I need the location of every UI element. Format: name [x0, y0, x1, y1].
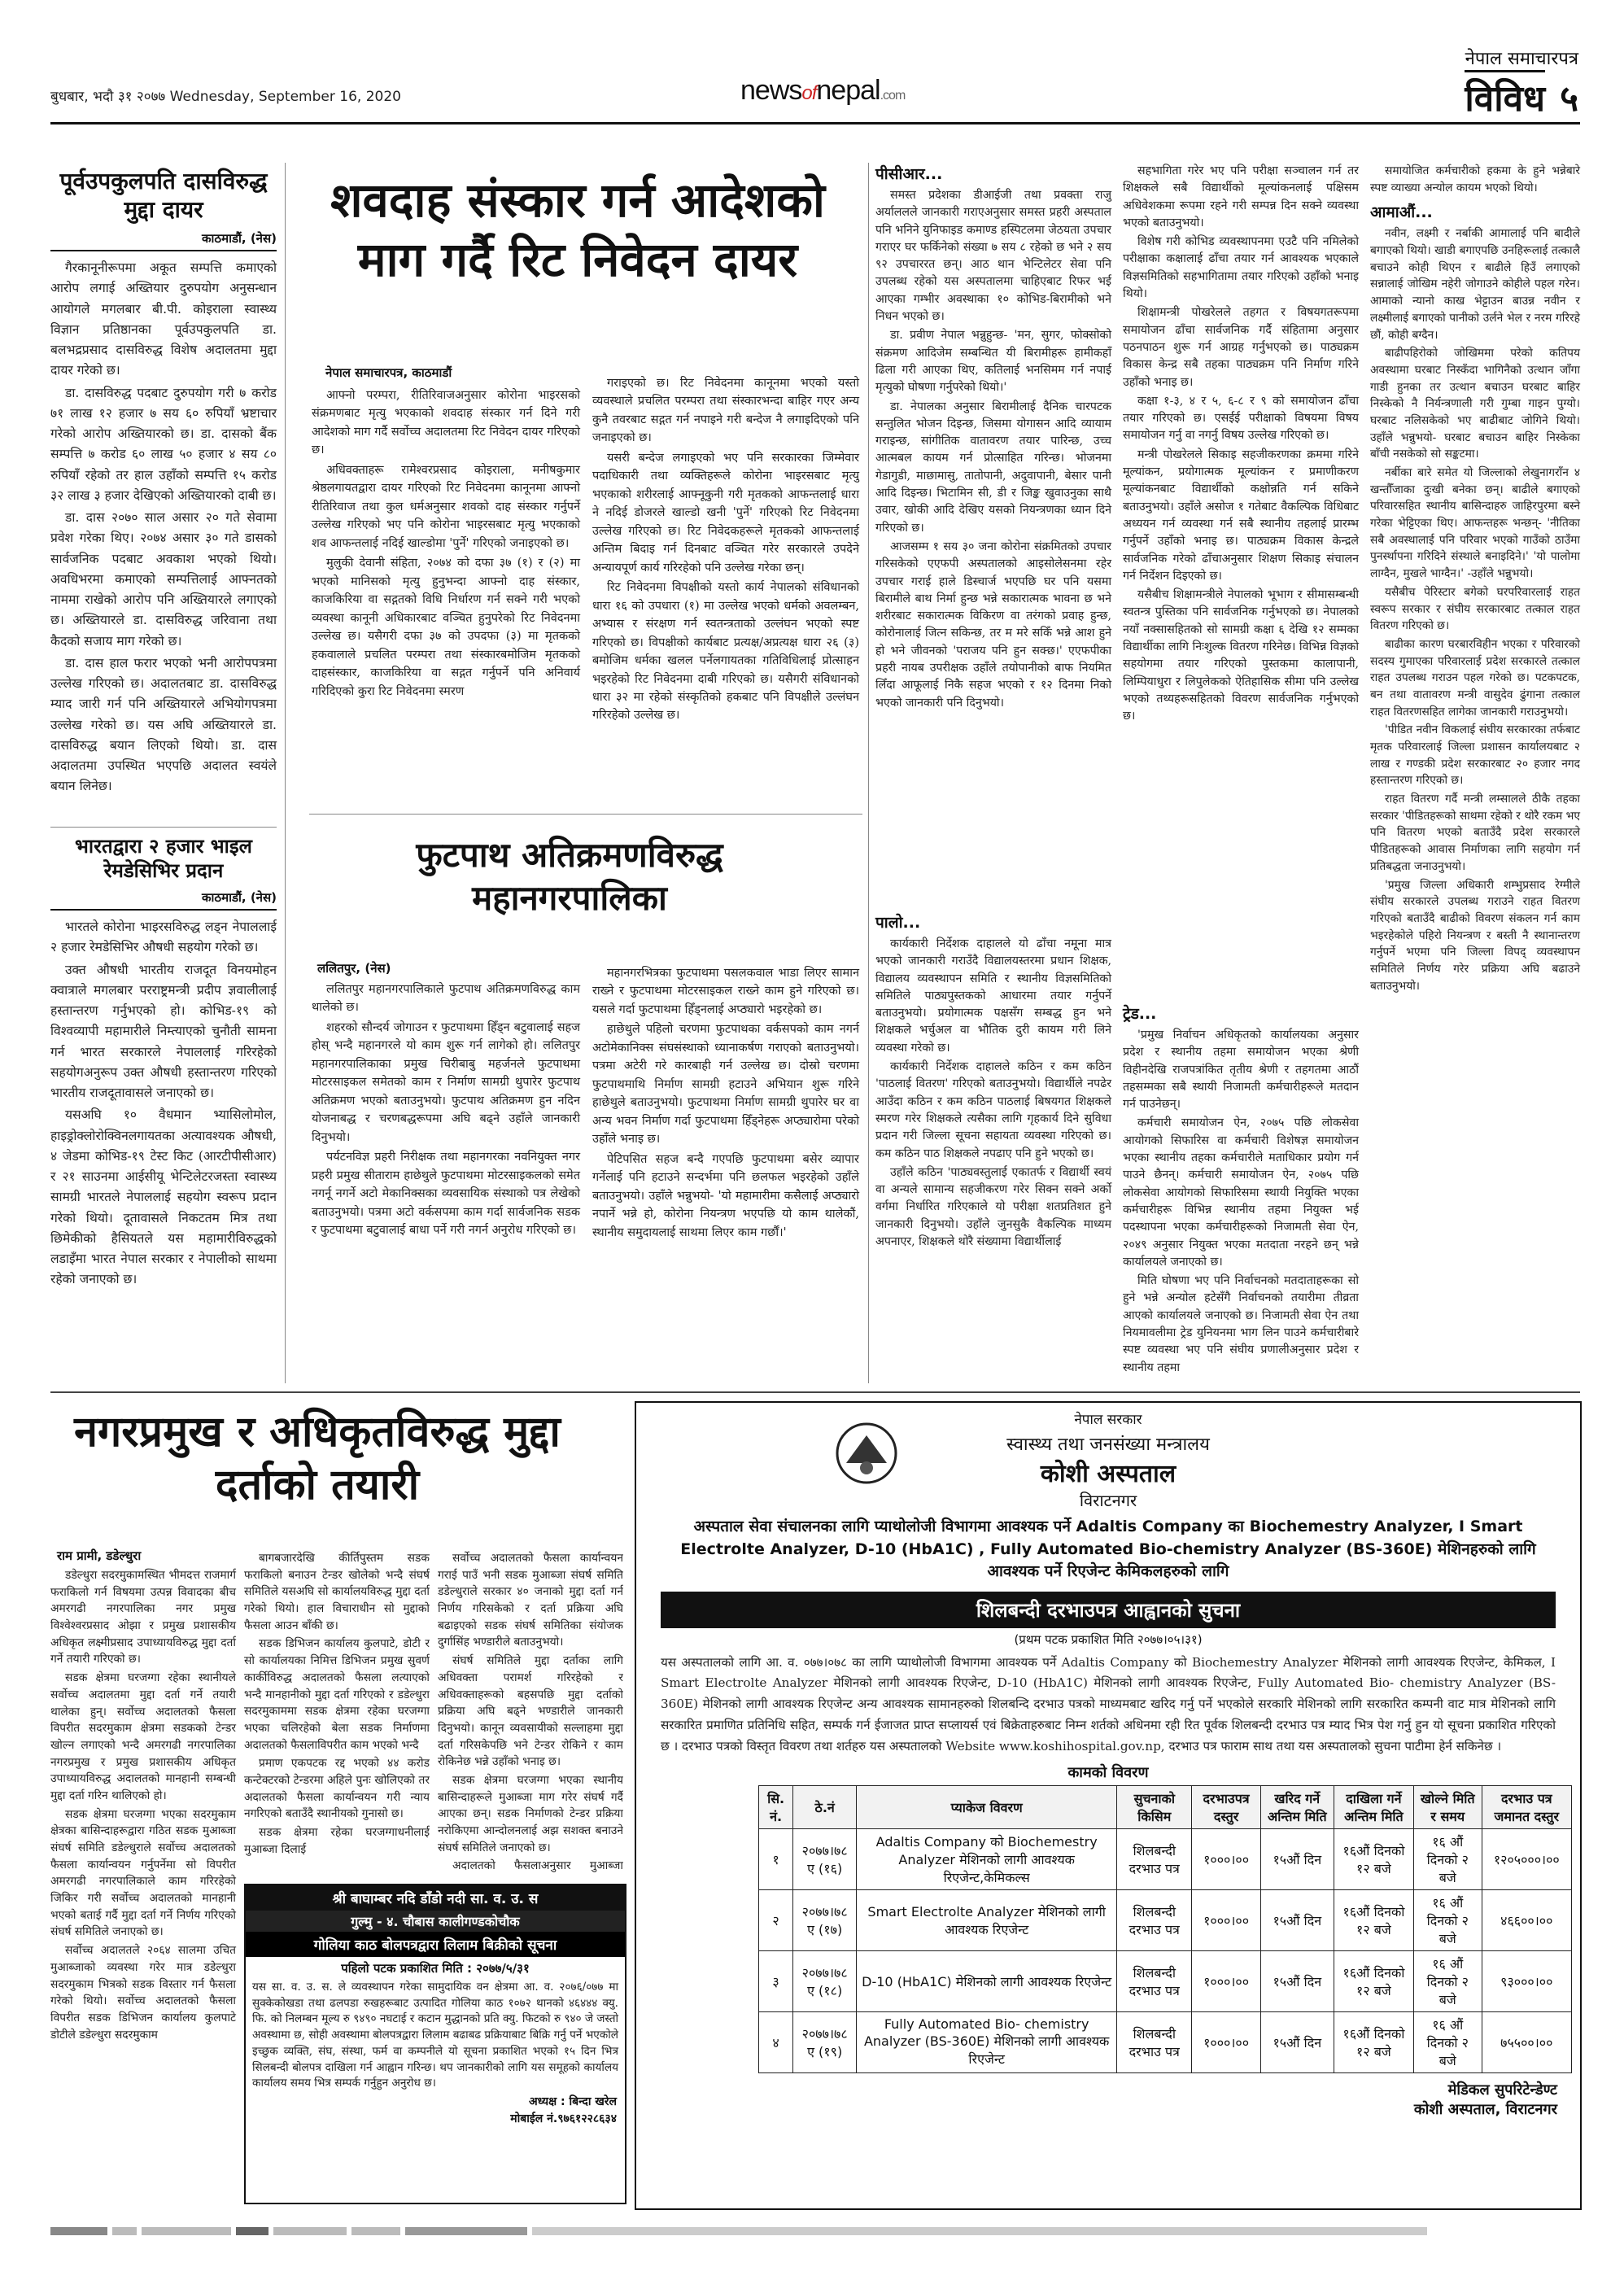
logo-news: news [740, 75, 802, 106]
forest-auction-notice [244, 1884, 626, 2204]
paragraph: डडेल्धुरा सदरमुकामस्थित भीमदत्त राजमार्ग फराकिलो गर्न विषयमा उत्पन्न विवादका बीच अमरगढी नगरपालिका नगर प्रमुख विश्वेश्वरप्रसाद ओझा र प्रमुख प्रशासकीय अधिकृत लक्ष्मीप्रसाद उपाध्यायविरुद्ध मुद्दा दर्ता गर्ने तयारी गरिएको छ। [50, 1569, 236, 1666]
paragraph: सर्वोच्च अदालतको फैसला कार्यान्वयन गराई पाउँ भनी सडक मुआब्जा संघर्ष समिति डडेल्धुराले सरकार ४० जनाको मुद्दा दर्ता गर्न निर्णय गरिसकेको र दर्ता प्रक्रिया अघि बढाइएको सडक संघर्ष समितिका संयोजक दुर्गासिंह भण्डारीले बताउनुभयो। [438, 1552, 623, 1649]
brief-headline: भारतद्वारा २ हजार भाइल रेमडेसिभिर प्रदान [75, 835, 252, 882]
page-number: ५ [1560, 78, 1578, 120]
signer-title: मेडिकल सुपरिटेन्डेण्ट [1447, 2081, 1557, 2099]
paragraph: कर्मचारी समायोजन ऐन, २०७५ पछि लोकसेवा आयोगको सिफारिस वा कर्मचारी विशेषज्ञ समायोजन भएका स्थानीय तहका कर्मचारीले मताधिकार प्रयोग गर्न पाउने छैनन्। कर्मचारी समायोजन ऐन, २०७५ पछि लोकसेवा आयोगको सिफारिसमा स्थायी नियुक्ति भएका कर्मचारीहरू विभिन्न स्थानीय तहमा नियुक्त भई पदस्थापना भएका कर्मचारीहरूको निजामती सेवा ऐन, २०४९ अनुसार नियुक्त भएका मतदाता नरहने छन् भन्ने कार्यालयले जनाएको छ। [1123, 1116, 1359, 1269]
table-cell: १२०५०००।०० [1482, 1828, 1571, 1889]
forest-address: गुल्मु - ४. चौबास कालीगण्डकोचौक [246, 1911, 625, 1932]
paragraph: शहरको सौन्दर्य जोगाउन र फुटपाथमा हिँड्न बटुवालाई सहज होस् भन्दै महानगरले यो काम शुरू गर्न लागेको हो। ललितपुर महानगरपालिकाका प्रमुख चिरीबाबु महर्जनले फुटपाथमा मोटरसाइकल समेतको काम र निर्माण सामग्री थुपारेर फुटपाथ अतिक्रमण भएको बताउनुभयो। फुटपाथ अतिक्रमण हुन नदिन योजनाबद्ध र चरणबद्धरूपमा अघि बढ्ने उहाँले जानकारी दिनुभयो। [312, 1020, 580, 1144]
newspaper-logo[interactable] [740, 75, 905, 107]
trade-kicker: ट्रेड... [1123, 1005, 1157, 1023]
table-cell: १०००।०० [1192, 1889, 1260, 1950]
logo-of: of [801, 82, 817, 104]
brief-dateline: काठमाडौं, (नेस) [50, 889, 277, 911]
pcr-kicker: पीसीआर... [875, 165, 943, 183]
column-header: दाखिला गर्ने अन्तिम मिति [1334, 1785, 1413, 1828]
hospital-tender-notice [635, 1401, 1582, 2210]
pcr-body [875, 187, 1111, 712]
pcr-story [875, 163, 1111, 714]
table-cell: शिलबन्दी दरभाउ पत्र [1117, 1828, 1192, 1889]
divider [309, 814, 862, 815]
footpath-dateline: ललितपुर, (नेस) [317, 961, 391, 976]
cremation-dateline: नेपाल समाचारपत्र, काठमाडौं [325, 365, 452, 380]
education-continuation [1123, 163, 1359, 727]
forest-signer: अध्यक्ष : बिन्दा खरेल [528, 2094, 617, 2108]
paragraph: सडक क्षेत्रमा घरजग्गा भएका स्थानीय बासिन्दाहरूले मुआब्जा माग गरेर संघर्ष गर्दै आएका छन्। सडक निर्माणको टेन्डर प्रक्रिया नरोकिएमा आन्दोलनलाई अझ सशक्त बनाउने संघर्ष समितिले जनाएको छ। [438, 1773, 623, 1854]
table-cell: ९३०००।०० [1482, 1950, 1571, 2011]
ministry-label: स्वास्थ्य तथा जनसंख्या मन्त्रालय [1006, 1435, 1210, 1455]
table-row [759, 2011, 1572, 2072]
table-cell: १०००।०० [1192, 2011, 1260, 2072]
column-header: सि. नं. [759, 1785, 793, 1828]
table-title: कामको विवरण [1067, 1763, 1149, 1781]
col6-body [1370, 225, 1580, 994]
table-cell: D-10 (HbA1C) मेशिनको लागी आवश्यक रिएजेन्ट [857, 1950, 1117, 2011]
col5-body [1123, 163, 1359, 726]
table-cell: १ [759, 1828, 793, 1889]
table-cell: १६ औं दिनको २ बजे [1413, 1889, 1482, 1950]
paragraph: डा. प्रवीण नेपाल भन्नुहुन्छ- 'मन, सुगर, फोक्सोको संक्रमण आदिजेम सम्बन्धित यी बिरामीहरू हामीकहाँ ढिला गरी आएका थिए, कतिलाई भनसिमम गर्न नपाई मृत्युको घोषणा गर्नुपरेको थियो।' [875, 329, 1111, 395]
footpath-headline: फुटपाथ अतिक्रमणविरुद्ध महानगरपालिका [416, 835, 723, 918]
paragraph: सर्वोच्च अदालतले २०६४ सालमा उचित मुआब्जाको व्यवस्था गरेर मात्र डडेल्धुरा सदरमुकाम भित्रको सडक विस्तार गर्न फैसला गरेको थियो। सर्वोच्च अदालतको फैसला विपरीत सडक डिभिजन कार्यालय कुलपाटे डोटीले डडेल्धुरा सदरमुकाम [50, 1944, 236, 2042]
paragraph: आजसम्म १ सय ३० जना कोरोना संक्रमितको उपचार गरिसकेको एएफपी अस्पतालको आइसोलेसनमा रहेर उपचार गराई हाले डिस्चार्ज भएपछि घर पनि यसमा बिरामीले बाथ निर्मा हुन्छ भन्ने सकारात्मक भावना छ भने शरीरबाट सकारात्मक विकिरण वा तरंगको प्रवाह हुन्छ, कोरोनालाई जित्न सकिन्छ, तर म मरे सकिँ भन्ने आश हुने हो भने जीवनको 'पराजय पनि हुन सक्छ।' एएफपीका प्रहरी नायब उपरीक्षक उहाँले तयोपानीको बाफ नियमित लिँदा आफूलाई निकै सहज भएको र १२ दिनमा निको भएको जानकारी पनि दिनुभयो। [875, 539, 1111, 710]
table-cell: Fully Automated Bio- chemistry Analyzer (BS-360E) मेशिनको लागी आवश्यक रिएजेन्ट [857, 2011, 1117, 2072]
paragraph: डा. नेपालका अनुसार बिरामीलाई दैनिक चारपटक सन्तुलित भोजन दिइन्छ, जिसमा योगासन आदि व्यायाम गराइन्छ, सांगीतिक वातावरण तयार पारिन्छ, उच्च आत्मबल कायम गर्न प्रोत्साहित गरिन्छ। भोजनमा गेडागुडी, माछामासु, तातोपानी, अदुवापानी, बेसार पानी आदि दिइन्छ। भिटामिन सी, डी र जिङ्क खुवाउनुका साथै उवार, खोकी आदि देखिए यसको नियन्त्रणका ध्यान दिने गरिएको छ। [875, 400, 1111, 535]
paalo-story [875, 911, 1111, 1252]
paragraph: उहाँले कठिन 'पाठ्यवस्तुलाई एकातर्फ र विद्यार्थी स्वयं वा अन्यले सामान्य सहजीकरण गरेर सिक्न सक्ने अर्को वर्गमा निर्धारित गरिएकाले यो परीक्षा शतप्रतिशत हुने जानकारी दिनुभयो। उहाँले जुनसुकै वैकल्पिक माध्यम अपनाएर, शिक्षकले थोरै संख्यामा विद्यार्थीलाई [875, 1165, 1111, 1249]
table-cell: १५औं दिन [1260, 1889, 1334, 1950]
table-cell: २०७७।७८ ए (१८) [793, 1950, 857, 2011]
col6-story [1370, 163, 1580, 996]
column-header: दरभाउपत्र दस्तुर [1192, 1785, 1260, 1828]
hospital-city: विराटनगर [1079, 1491, 1137, 1510]
brief-ex-vc [50, 167, 277, 799]
table-cell: २०७७।७८ ए (१७) [793, 1889, 857, 1950]
table-cell: १५औं दिन [1260, 1828, 1334, 1889]
table-cell: शिलबन्दी दरभाउ पत्र [1117, 1889, 1192, 1950]
forest-phone: मोबाईल नं.९७६१२२८६३४ [510, 2112, 617, 2125]
table-cell: १६औं दिनको १२ बजे [1334, 1889, 1413, 1950]
tender-table [758, 1785, 1572, 2073]
signer-org: कोशी अस्पताल, विराटनगर [1413, 2100, 1557, 2118]
paragraph: कार्यकारी निर्देशक दाहालले कठिन र कम कठिन 'पाठलाई वितरण' गरिएको बताउनुभयो। विद्यार्थीले नपढेर आउँदा कठिन र कम कठिन पाठलाई बिषयगत शिक्षकले स्मरण गरेर शिक्षकले त्यसैका लागि गृहकार्य दिने सुविधा प्रदान गरी जिल्ला सूचना सहायता व्यवस्था गरिएको छ। कम कठिन पाठ शिक्षकले नपढाए पनि हुने भएको छ। [875, 1060, 1111, 1160]
brief-body [50, 917, 277, 1291]
paragraph: यसअघि १० वैधमान भ्यासिलोमोल, हाइड्रोक्लोरोक्विनलगायतका अत्यावश्यक औषधी, ४ जेडमा कोभिड-१९ टेस्ट किट (आरटीपीसीआर) र २१ साउनमा आईसीयू भेन्टिलेटरजस्ता स्वास्थ्य सामग्री भारतले नेपाललाई सहयोग स्वरूप प्रदान गरेको थियो। दूतावासले निकटतम मित्र तथा छिमेकीको हैसियतले यस महामारीविरुद्धको लडाइँमा भारत नेपाल सरकार र नेपालीको साथमा रहेको जनाएको छ। [50, 1107, 277, 1287]
logo-com: .com [880, 89, 906, 103]
divider [50, 827, 277, 828]
paragraph: डा. दासविरुद्ध पदबाट दुरुपयोग गरी ७ करोड ७१ लाख १२ हजार ७ सय ६० रुपियाँ भ्रष्टाचार गरेको आरोप अख्तियारको छ। डा. दासको बैंक सम्पत्ति ७ करोड ६० लाख ५० हजार ४ सय ८० रुपियाँ रहेको तर हाल उहाँको सम्पत्ति १५ करोड ३२ लाख ३ हजार देखिएको अख्तियारको दाबी छ। [50, 385, 277, 503]
mayor-byline: राम प्रामी, डडेल्धुरा [57, 1548, 142, 1563]
table-cell: २०७७।७८ ए (१९) [793, 2011, 857, 2072]
paragraph: विशेष गरी कोभिड व्यवस्थापनमा एउटै पनि नमिलेको परीक्षाका कक्षालाई ढाँचा तयार गर्न आवश्यक भएकाले विज्ञसमितिको सहभागितामा तयार गरिएको उहाँको भनाइ थियो। [1123, 235, 1359, 301]
paragraph: गराइएको छ। रिट निवेदनमा कानूनमा भएको यस्तो व्यवस्थाले प्रचलित परम्परा तथा संस्कारभन्दा बाहिर गएर अन्य कुनै तवरबाट सद्गत गर्न नपाइने गरी बन्देज नै लगाइदिएको पनि जनाइएको छ। [592, 377, 859, 445]
table-cell: १६ औं दिनको २ बजे [1413, 1950, 1482, 2011]
table-cell: ३ [759, 1950, 793, 2011]
section-title: विविध [1465, 70, 1545, 121]
table-cell: १६औं दिनको १२ बजे [1334, 1950, 1413, 2011]
paragraph: मन्त्री पोखरेलले सिकाइ सहजीकरणका क्रममा गरिने मूल्यांकन, प्रयोगात्मक मूल्यांकन र प्रमाणीकरण मूल्यांकनबाट विद्यार्थीको कक्षोन्नति गर्न सकिने बताउनुभयो। उहाँले असोज १ गतेबाट वैकल्पिक विधिबाट अध्ययन गर्न व्यवस्था गर्न सबै स्थानीय तहलाई प्रारम्भ गर्नुपर्ने उहाँको भनाइ छ। पाठ्यक्रम विकास केन्द्रले सार्वजनिक गरेको ढाँचाअनुसार शिक्षण सिकाइ संचालन गर्न निर्देशन दिइएको छ। [1123, 448, 1359, 583]
paragraph: गैरकानूनीरूपमा अकूत सम्पत्ति कमाएको आरोप लगाई अख्तियार दुरुपयोग अनुसन्धान आयोगले मगलबार बी.पी. कोइराला स्वास्थ्य विज्ञान प्रतिष्ठानका पूर्वउपकुलपति डा. बलभद्रप्रसाद दासविरुद्ध विशेष अदालतमा मुद्दा दायर गरेको छ। [50, 260, 277, 378]
column-header: खोल्ने मिति र समय [1413, 1785, 1482, 1828]
paragraph: 'प्रमुख जिल्ला अधिकारी शम्भुप्रसाद रेग्मीले संघीय सरकारले उपलब्ध गराउने राहत वितरण गरिएको बताउँदै बाढीको विवरण संकलन गर्न काम भइरहेकोले पहिरो नियन्त्रण र बस्ती नै स्थानान्तरण गर्नुपर्ने भएमा पनि जिल्ला विपद् व्यवस्थापन समितिले निर्णय गरेर प्रक्रिया अघि बढाउने बताउनुभयो। [1370, 878, 1580, 993]
paragraph: आफ्नो परम्परा, रीतिरिवाजअनुसार कोरोना भाइरसको संक्रमणबाट मृत्यु भएकाको शवदाह संस्कार गर्न दिने गरी आदेशको माग गर्दै सर्वोच्च अदालतमा रिट निवेदन दायर गरिएको छ। [312, 389, 580, 457]
mayor-headline: नगरप्रमुख र अधिकृतविरुद्ध मुद्दा दर्ताको तयारी [74, 1408, 561, 1509]
paragraph: उक्त औषधी भारतीय राजदूत विनयमोहन क्वात्राले मगलबार परराष्ट्रमन्त्री प्रदीप ज्ञवालीलाई हस्तान्तरण गर्नुभएको हो। कोभिड-१९ को विश्वव्यापी महामारीले निम्त्याएको चुनौती सामना गर्न भारत सरकारले नेपाललाई गरिरहेको सहयोगअनुरूप उक्त औषधी हस्तान्तरण गरिएको भारतीय राजदूतावासले जनाएको छ। [50, 962, 277, 1100]
brand-name: नेपाल समाचारपत्र [1465, 49, 1578, 69]
section-header [1383, 46, 1578, 121]
section-divider [50, 1391, 1580, 1393]
table-cell: शिलबन्दी दरभाउ पत्र [1117, 2011, 1192, 2072]
mayor-col2 [244, 1550, 430, 1876]
hospital-name: कोशी अस्पताल [1040, 1460, 1177, 1488]
nepal-emblem-icon [830, 1421, 903, 1486]
forest-date: पहिलो पटक प्रकाशित मिति : २०७७/५/३१ [341, 1961, 530, 1976]
paragraph: सहभागिता गरेर भए पनि परीक्षा सञ्चालन गर्न तर शिक्षकले सबै विद्यार्थीको मूल्यांकनलाई पक्षिसम अधिवेशकमा रूपमा रहने गरी सम्पन्न दिन सक्ने व्यवस्था भएको बताउनुभयो। [1123, 164, 1359, 229]
footpath-col2 [592, 964, 859, 1243]
gov-label: नेपाल सरकार [1074, 1412, 1142, 1428]
tender-body: यस अस्पतालको लागि आ. व. ०७७।०७८ का लागि प्याथोलोजी विभागमा आवश्यक पर्ने Adaltis Company को Biochemestry Analyzer मेशिनको लागी आवश्यक रिएजेन्ट, केमिकल, I Smart Electrolte Analyzer मेशिनको लागी आवश्यक रिएजेन्ट, D-10 (HbA1C) मेशिनको लागी आवश्यक रिएजेन्ट, Fully Automated Bio- chemistry Analyzer (BS-360E) मेशिनको लागी आवश्यक रिएजेन्ट अन्य आवश्यक सामानहरुको शिलबन्दि दरभाउ पत्रको माध्यमबाट खरिद गर्नु पर्ने भएकोले सरकारि मेशिनको लागि सरकारित कम्पनी वाट मात्र मेशिनको लागि सरकारित प्रमाणित प्रतिनिधि सहित, सम्पर्क गर्न ईजाजत प्राप्त सप्लायर्स एवं बिक्रेताहरुबाट निम्न शर्तको अधिनमा रही रित पूर्वक शिलबन्दी दरभाउ पत्र म्याद भित्र पेश गर्नु हुन यो सूचना प्रकाशित गरिएको छ । दरभाउ पत्रको विस्तृत विवरण तथा शर्तहरु यस अस्पतालको Website www.koshihospital.gov.np, दरभाउ पत्र फाराम साथ तथा यस अस्पतालको सुचना पाटीमा हेर्न सकिनेछ । [661, 1654, 1556, 1754]
paragraph: कक्षा १-३, ४ र ५, ६-८ र ९ को समायोजन ढाँचा तयार गरिएको छ। एसईई परीक्षाको विषयमा विषय समायोजन गर्नु वा नगर्नु विषय उल्लेख गरिएको छ। [1123, 394, 1359, 443]
paragraph: सडक क्षेत्रमा रहेका घरजग्गाधनीलाई मुआब्जा दिलाई [244, 1826, 430, 1856]
paragraph: नर्बीका बारे समेत यो जिल्लाको लेखुनागराँन ४ खन्तौँजाका दुःखी बनेका छन्। बाढीले बगाएको परिवारसहित स्थानीय बासिन्दाहरु जाहिरपुरमा बस्ने गरेका भेट्टिएका थिए। आफन्तहरू भन्छन्- 'नीतिका सबै अवस्थालाई पनि परिवार भएको गाउँको ठाउँमा पुनर्स्थापना गरिदिने संस्थाले बनाइदिने।' 'यो पालोमा लाग्दैन, मुखले भाग्दैन।' -उहाँले भन्नुभयो। [1370, 466, 1580, 581]
brief-dateline: काठमाडौं, (नेस) [50, 230, 277, 251]
table-row [759, 1950, 1572, 2011]
cremation-col2 [592, 374, 859, 727]
cremation-col1 [312, 387, 580, 702]
table-header-row [759, 1785, 1572, 1828]
table-cell: १५औं दिन [1260, 2011, 1334, 2072]
mothers-kicker: आमाऔं... [1370, 203, 1433, 222]
paragraph: राहत वितरण गर्दै मन्त्री लम्सालले ठीकै तहका सरकार 'पीडितहरूको साथमा रहेको र थोरै रकम भए पनि वितरण भएको बताउँदै प्रदेश सरकारले पीडितहरूको आवास निर्माणका लागि सहयोग गर्न प्रतिबद्धता जनाउनुभयो। [1370, 793, 1580, 873]
paragraph: सडक क्षेत्रमा घरजग्गा भएका सदरमुकाम क्षेत्रका बासिन्दाहरूद्वारा गठित सडक मुआब्जा संघर्ष समिति डडेल्धुराले सर्वोच्च अदालतको फैसला कार्यान्वयन गर्नुपर्नेमा सो विपरीत अमरगढी नगरपालिकाले काम गरिरहेको जिकिर गरी सर्वोच्च अदालतको मानहानी भएको बताई गर्दै मुद्दा दर्ता गर्ने निर्णय गरिएको संघर्ष समितिले जनाएको छ। [50, 1807, 236, 1939]
trade-story [1123, 1002, 1359, 1378]
table-cell: १५औं दिन [1260, 1950, 1334, 2011]
paragraph: 'प्रमुख निर्वाचन अधिकृतको कार्यालयका अनुसार प्रदेश र स्थानीय तहमा समायोजन भएका श्रेणी विहीनदेखि राजपत्रांकित तृतीय श्रेणी र तहगतमा आठौं तहसम्मका सबै स्थायी निजामती कर्मचारीहरूले मतदान गर्न पाउनेछन्। [1123, 1029, 1359, 1112]
table-cell: २ [759, 1889, 793, 1950]
trade-body [1123, 1027, 1359, 1377]
paragraph: सडक डिभिजन कार्यालय कुलपाटे, डोटी र सो कार्यालयका निमित्त डिभिजन प्रमुख सुवर्ण कार्कीविरुद्ध अदालतको फैसला लत्याएको भन्दै मानहानीको मुद्दा दर्ता गरिएको र डडेल्धुरा सदरमुकाममा सडक क्षेत्रमा रहेका घरजग्गा भएका चलिरहेको बेला सडक निर्माणमा अदालतको फैसलाविपरीत काम भएको भन्दै [244, 1637, 430, 1752]
paragraph: मुलुकी देवानी संहिता, २०७४ को दफा ३७ (१) र (२) मा भएको मानिसको मृत्यु हुनुभन्दा आफ्नो दाह संस्कार, काजकिरिया वा सद्गतको विधि निर्धारण गर्न सक्ने गरी भएको व्यवस्था कानूनी अधिकारबाट वञ्चित हुनुपरेको रिट निवेदनमा उल्लेख छ। यसैगरी दफा ३७ को उपदफा (३) मा मृतकको हकवालाले प्रचलित परम्परा तथा संस्कारबमोजिम मृतकको दाहसंस्कार, काजकिरिया वा सद्गत गर्नुपर्ने पनि अनिवार्य गरिदिएको कुरा रिट निवेदनमा स्मरण [312, 557, 580, 698]
paragraph: डा. दास २०७० साल असार २० गते सेवामा प्रवेश गरेका थिए। २०७४ असार ३० गते डासको सार्वजनिक पदबाट अवकाश भएको थियो। अवधिभरमा कमाएको सम्पत्तिलाई आफ्नतको नाममा राखेको आरोप पनि अख्तियारले लगाएको छ। अख्तियारले डा. दासविरुद्ध जरिवाना तथा कैदको सजाय माग गरेको छ। [50, 510, 277, 649]
column-header: प्याकेज विवरण [857, 1785, 1117, 1828]
table-cell: १०००।०० [1192, 1950, 1260, 2011]
paragraph: अदालतको फैसलाअनुसार मुआब्जा [452, 1859, 623, 1873]
column-header: दरभाउ पत्र जमानत दस्तुर [1482, 1785, 1571, 1828]
table-cell: १६ औं दिनको २ बजे [1413, 2011, 1482, 2072]
paragraph: डा. दास हाल फरार भएको भनी आरोपपत्रमा उल्लेख गरिएको छ। अदालतबाट डा. दासविरुद्ध म्याद जारी गर्न पनि अख्तियारले अभियोगपत्रमा उल्लेख गरेको छ। यस अघि अख्तियारले डा. दासविरुद्ध बयान लिएको थियो। डा. दास अदालतमा उपस्थित भएपछि अदालत स्वयंले बयान लिनेछ। [50, 655, 277, 794]
brief-body [50, 258, 277, 797]
notice-title: शिलबन्दी दरभाउपत्र आह्वानको सुचना [661, 1592, 1556, 1628]
paragraph: यसैबीच शिक्षामन्त्रीले नेपालको भूभाग र सीमासम्बन्धी स्वतन्त्र पुस्तिका पनि सार्वजनिक गर्नुभएको छ। नेपालको नयाँ नक्सासहितको सो सामग्री कक्षा ६ देखि १२ सम्मका विद्यार्थीका लागि निःशुल्क वितरण गरिनेछ। विभिन्न विज्ञको सहयोगमा तयार गरिएको पुस्तकमा कालापानी, लिम्पियाधुरा र लिपुलेकको ऐतिहासिक सीमा पनि उल्लेख भएको तथ्यहरूसहितको विवरण सार्वजनिक गर्नुभएको छ। [1123, 588, 1359, 723]
paragraph: मिति घोषणा भए पनि निर्वाचनको मतदाताहरूका सो हुने भन्ने अन्योल हटेसँगै निर्वाचनको तयारीमा तीव्रता आएको कार्यालयले जनाएको छ। निजामती सेवा ऐन तथा नियमावलीमा ट्रेड युनियनमा भाग लिन पाउने कर्मचारीबारे स्पष्ट व्यवस्था भए पनि संघीय प्रणालीअनुसार प्रदेश र स्थानीय तहमा [1123, 1274, 1359, 1374]
paragraph: भारतले कोरोना भाइरसविरुद्ध लड्न नेपाललाई २ हजार रेमडेसिभिर औषधी सहयोग गरेको छ। [50, 919, 277, 955]
table-row [759, 1828, 1572, 1889]
paragraph: नवीन, लक्ष्मी र नर्बाकी आमालाई पनि बादीले बगाएको थियो। खाडी बगाएपछि उनहिरूलाई तत्कालै बचाउने कोही थिएन र बाढीले हिउँ लगाएको सन्नालाई जोखिम नहेरी जोगाउने कोहीले पहल गरेन। आमाको न्यानो काख भेट्टाउन बाउन्न नवीन र लक्ष्मीलाई बगाएको पानीको उर्लने भेल र नरम गरिरहे छौं, कोही बग्दैन। [1370, 227, 1580, 342]
brief-remdesivir [50, 834, 277, 1292]
table-cell: Adaltis Company को Biochemestry Analyzer मेशिनको लागी आवश्यक रिएजेन्ट,केमिकल्स [857, 1828, 1117, 1889]
table-cell: १०००।०० [1192, 1828, 1260, 1889]
paragraph: बाढीका कारण घरबारविहीन भएका र परिवारको सदस्य गुमाएका परिवारलाई प्रदेश सरकारले तत्काल राहत उपलब्ध गराउन पहल गरेको छ। पटकपटक, बन तथा वातावरण मन्त्री वासुदेव ढुंगाना तत्काल राहत वितरणसहित लागेका जानकारी गराउनुभयो। [1370, 637, 1580, 718]
paalo-kicker: पालो... [875, 914, 921, 932]
paragraph: संघर्ष समितिले मुद्दा दर्ताका लागि अधिवक्ता परामर्श गरिरहेको र अधिवक्ताहरूको बहसपछि मुद्दा दर्ताको प्रक्रिया अघि बढ्ने भण्डारीले जानकारी दिनुभयो। कानून व्यवसायीको सल्लाहमा मुद्दा दर्ता गरिसकेपछि भने टेन्डर रोकिने र काम रोकिनेछ भन्ने उहाँको भनाइ छ। [438, 1654, 623, 1769]
table-row [759, 1889, 1572, 1950]
table-cell: २०७७।७८ ए (१६) [793, 1828, 857, 1889]
table-cell: Smart Electrolte Analyzer मेशिनको लागी आवश्यक रिएजेन्ट [857, 1889, 1117, 1950]
paragraph: यसैबीच पेरिस्टार बगेको घरपरिवारलाई राहत स्वरूप सरकार र संघीय सरकारबाट तत्काल राहत वितरण गरिएको छ। [1370, 585, 1580, 633]
forest-body: यस सा. व. उ. स. ले व्यवस्थापन गरेका सामुदायिक वन क्षेत्रमा आ. व. २०७६/०७७ मा सुक्केकोखडा तथा ढलपडा रुखहरूबाट उत्पादित गोलिया काठ १०७२ थानको ४६४४४ क्यु. फि. को निलम्बन मूल्य रु ९४९० नघटाई र कटान मुद्धानको प्रति क्यु. फिटको रु ९४० जे जस्तो अवस्थामा छ, सोही अवस्थामा बोलपत्रद्वारा लिलाम बढाबढ प्रक्रियाबाट बिक्रि गर्नु पर्ने भएकोले इच्छुक व्यक्ति, संघ, संस्था, फर्म वा कम्पनीले यो सूचना प्रकाशित भएको १५ दिन भित्र सिलबन्दी बोलपत्र दाखिला गर्न आह्वान गरिन्छ। थप जानकारीको लागि यस समूहको कार्यालय कार्यालय समय भित्र सम्पर्क गर्नुहुन अनुरोध छ। [252, 1981, 618, 2090]
cremation-headline: शवदाह संस्कार गर्न आदेशको माग गर्दै रिट निवेदन दायर [330, 173, 825, 287]
paragraph: 'पीडित नवीन विकलाई संघीय सरकारका तर्फबाट मृतक परिवारलाई जिल्ला प्रशासन कार्यालयबाट २ लाख र गण्डकी प्रदेश सरकारबाट २० हजार नगद हस्तान्तरण गरिएको छ। [1370, 723, 1580, 788]
tender-subject: अस्पताल सेवा संचालनका लागि प्याथोलोजी विभागमा आवश्यक पर्ने Adaltis Company का Biochemestry Analyzer, I Smart Electrolte Analyzer, D-10 (HbA1C) , Fully Automated Bio-chemistry Analyzer (BS-360E) मेशिनहरुको लागि आवश्यक पर्ने रिएजेन्ट केमिकलहरुको लागि [680, 1518, 1536, 1581]
table-cell: १६औं दिनको १२ बजे [1334, 1828, 1413, 1889]
paragraph: प्रमाण एकपटक रद्द भएको ४४ करोड कन्टेक्टरको टेन्डरमा अहिले पुनः खोलिएको तर अदालतको फैसला कार्यान्वयन गरी न्याय नगरिएको बताउँदै स्थानीयको गुनासो छ। [244, 1757, 430, 1821]
paragraph: बाढीपहिरोको जोखिममा परेको कतिपय अवस्थामा घरबाट निस्कँदा भागिनैको उत्थान जाँगा गाडी हुनका तर उत्थान बचाउन घरबाट बाहिर निस्केको नै निर्यन्त्रणाली गरी गुम्बा गाइन पुग्यो। घरबाट नलिसकेको भए बाढीबाट जोगिने थियो। उहाँले भन्नुभयो- घरबाट बचाउन बाहिर निस्केका बाँची नसकेको सो सङ्कटमा। [1370, 347, 1580, 461]
paalo-body [875, 936, 1111, 1251]
paragraph: यसरी बन्देज लगाइएको भए पनि सरकारका जिम्मेवार पदाधिकारी तथा व्यक्तिहरूले कोरोना भाइरसबाट मृत्यु भएकाको शरीरलाई आफ्नूकुनी गरी मृतकको आफन्तलाई धारा ने नदिई डोजरले खाल्डो खनी 'पुर्ने' गरिएको रिट निवेदनमा उल्लेख गरिएको छ। रिट निवेदकहरूले मृतकको आफन्तलाई अन्तिम बिदाइ गर्न दिनबाट वञ्चित गरेर सरकारले उपदेने अन्यायपूर्ण कार्य गरिरहेको पनि उल्लेख गरेका छन्। [592, 451, 859, 574]
footer-bar [50, 2223, 1580, 2231]
paragraph: पर्यटनविज्ञ प्रहरी निरीक्षक तथा महानगरका नवनियुक्त नगर प्रहरी प्रमुख सीताराम हाछेथुले फुटपाथमा मोटरसाइकलको समेत नगर्नू नगर्ने अटो मेकानिक्सका व्यवसायिक संस्थाको पत्र लेखेको बताउनुभयो। पत्रमा अटो वर्कसपमा काम गर्दा सार्वजनिक सडक र फुटपाथमा बटुवालाई बाधा पर्ने गरी नगर्न अनुरोध गरिएको छ। [312, 1151, 580, 1238]
paragraph: अधिवक्ताहरू रामेश्वरप्रसाद कोइराला, मनीषकुमार श्रेष्ठलगायतद्वारा दायर गरिएको रिट निवेदनमा कानूनमा आफ्नो रीतिरिवाज तथा कुल धर्मअनुसार शवको दाह संस्कार गर्नुपर्ने उल्लेख गरिएको भए पनि कोरोना भाइरसबाट मृत्यु भएकाको शव आफन्तलाई नदिई खाल्डोमा 'पुर्ने' गरिएको जनाइएको छ। [312, 463, 580, 550]
mayor-col3 [438, 1550, 623, 1876]
paragraph: शिक्षामन्त्री पोखरेलले तहगत र विषयगतरूपमा समायोजन ढाँचा सार्वजनिक गर्दै संहितामा अनुसार पठनपाठन शुरू गर्न आग्रह गर्नुभएको छ। पाठ्यक्रम विकास केन्द्र सबै तहका पाठ्यक्रम पनि निर्माण गरिने उहाँको भनाइ छ। [1123, 306, 1359, 389]
forest-title: गोलिया काठ बोलपत्रद्वारा लिलाम बिक्रीको सूचना [246, 1932, 625, 1957]
column-header: खरिद गर्ने अन्तिम मिति [1260, 1785, 1334, 1828]
table-cell: १६औं दिनको १२ बजे [1334, 2011, 1413, 2072]
table-cell: ७५५००।०० [1482, 2011, 1571, 2072]
footpath-col1 [312, 981, 580, 1242]
table-cell: शिलबन्दी दरभाउ पत्र [1117, 1950, 1192, 2011]
paragraph: रिट निवेदनमा विपक्षीको यस्तो कार्य नेपालको संविधानको धारा १६ को उपधारा (१) मा उल्लेख भएको धर्मको अवलम्बन, अभ्यास र संरक्षण गर्न स्वतन्त्रताको उल्लंघन भएको स्पष्ट गरिएको छ। विपक्षीको कार्यबाट प्रत्यक्ष/अप्रत्यक्ष धारा २६ (३) बमोजिम धर्मका खलल पर्नेलगायतका गतिविधिलाई प्रोत्साहन भइरहेको रिट निवेदनमा दाबी गरिएको छ। यसैगरी संविधानको धारा ३२ मा रहेको संस्कृतिको हकबाट पनि विपक्षीले उल्लंघन गरिरहेको उल्लेख छ। [592, 581, 859, 723]
table-cell: १६ औं दिनको २ बजे [1413, 1828, 1482, 1889]
paragraph: ललितपुर महानगरपालिकाले फुटपाथ अतिक्रमणविरुद्ध काम थालेको छ। [312, 983, 580, 1015]
logo-nepal: nepal [816, 75, 880, 106]
paragraph: हाछेथुले पहिलो चरणमा फुटपाथका वर्कसपको काम नगर्न अटोमेकानिक्स संघसंस्थाको ध्यानाकर्षण गराएको बताउनुभयो। पत्रमा अटेरी गरे कारबाही गर्न उल्लेख छ। दोस्रो चरणमा फुटपाथमाथि निर्माण सामग्री हटाउने अभियान शुरू गरिने हाछेथुले बताउनुभयो। फुटपाथमा निर्माण सामग्री थुपारेर घर वा अन्य भवन निर्माण गर्दा फुटपाथमा हिँड्नेहरू अप्ठ्यारोमा परेको उहाँले भनाइ छ। [592, 1023, 859, 1146]
column-rule [285, 163, 286, 1383]
column-header: ठे.नं [793, 1785, 857, 1828]
table-cell: ४६६००।०० [1482, 1889, 1571, 1950]
date-line: बुधबार, भदौ ३१ २०७७ Wednesday, September 16, 2020 [50, 89, 401, 105]
paragraph: समस्त प्रदेशका डीआईजी तथा प्रवक्ता राजु अर्याललले जानकारी गराएअनुसार समस्त प्रहरी अस्पताल पनि भनिने युनिफाइड कमाण्ड हस्पिटलमा जेठयता उपचार गराएर घर फर्किनेको संख्या ७ सय ८ रहेको छ भने २ सय ९२ उपचाररत छन्। आठ थान भेन्टिलेटर सेवा पनि उपलब्ध रहेको यस अस्पतालमा चाहिएबाट रिफर भई आएका गम्भीर अवस्थाका १० कोभिड-बिरामीको भने निधन भएको छ। [875, 189, 1111, 324]
paragraph: सडक क्षेत्रमा घरजग्गा रहेका स्थानीयले सर्वोच्च अदालतमा मुद्दा दर्ता गर्ने तयारी थालेका हुन्। सर्वोच्च अदालतको फैसला विपरीत सदरमुकाम क्षेत्रमा सडकको टेन्डर खोल्न लगाएको भन्दै अमरगढी नगरपालिका नगरप्रमुख र प्रमुख प्रशासकीय अधिकृत उपाध्यायविरुद्ध अदालतको मानहानी सम्बन्धी मुद्दा दर्ता गरिन थालिएको हो। [50, 1671, 236, 1802]
paragraph: पेटिपसित सहज बन्दै गएपछि फुटपाथमा बसेर व्यापार गर्नेलाई पनि हटाउने सन्दर्भमा पनि छलफल भइरहेको उहाँले बताउनुभयो। उहाँले भन्नुभयो- 'यो महामारीमा कसैलाई अप्ठ्यारो नपार्ने भन्ने हो, कोरोना नियन्त्रण भएपछि यो काम थालेकौं, स्थानीय समुदायलाई साथमा लिएर काम गर्छौं।' [592, 1152, 859, 1239]
paragraph: बागबजारदेखि कीर्तिपुस्तम सडक फराकिलो बनाउन टेन्डर खोलेको भन्दै संघर्ष समितिले यसअघि सो कार्यालयविरुद्ध मुद्दा दर्ता गरेको थियो। हाल विचाराधीन सो मुद्दाको फैसला आउन बाँकी छ। [244, 1552, 430, 1632]
first-pub-date: (प्रथम पटक प्रकाशित मिति २०७७।०५।३१) [1014, 1631, 1203, 1647]
column-header: सुचनाको किसिम [1117, 1785, 1192, 1828]
brief-headline: पूर्वउपकुलपति दासविरुद्ध मुद्दा दायर [59, 168, 268, 223]
col6-lead [1370, 163, 1580, 196]
mayor-col1 [50, 1567, 236, 2045]
paragraph: समायोजित कर्मचारीको हकमा के हुने भन्नेबारे स्पष्ट व्याख्या अन्योल कायम भएको थियो। [1370, 164, 1580, 194]
table-cell: ४ [759, 2011, 793, 2072]
paragraph: महानगरभित्रका फुटपाथमा पसलकवाल भाडा लिएर सामान राख्ने र फुटपाथमा मोटरसाइकल राख्ने काम हुने गरिएको छ। यसले गर्दा फुटपाथमा हिँड्नलाई अप्ठ्यारो भइरहेको छ। [592, 967, 859, 1016]
masthead-rule [50, 122, 1580, 124]
forest-org: श्री बाघाम्बर नदि डाँडो नदी सा. व. उ. स [246, 1885, 625, 1911]
paragraph: कार्यकारी निर्देशक दाहालले यो ढाँचा नमूना मात्र भएको जानकारी गराउँदै विद्यालयस्तरमा प्रधान शिक्षक, विद्यालय व्यवस्थापन समिति र स्थानीय विज्ञसमितिको समितिले पाठ्यपुस्तकको आधारमा तयार गर्नुपर्ने बताउनुभयो। प्रयोगात्मक पक्षसँग सम्बद्ध हुन भने शिक्षकले भर्चुअल वा भौतिक दुरी कायम गरी लिने व्यवस्था गरेको छ। [875, 937, 1111, 1055]
column-rule [868, 163, 869, 1383]
